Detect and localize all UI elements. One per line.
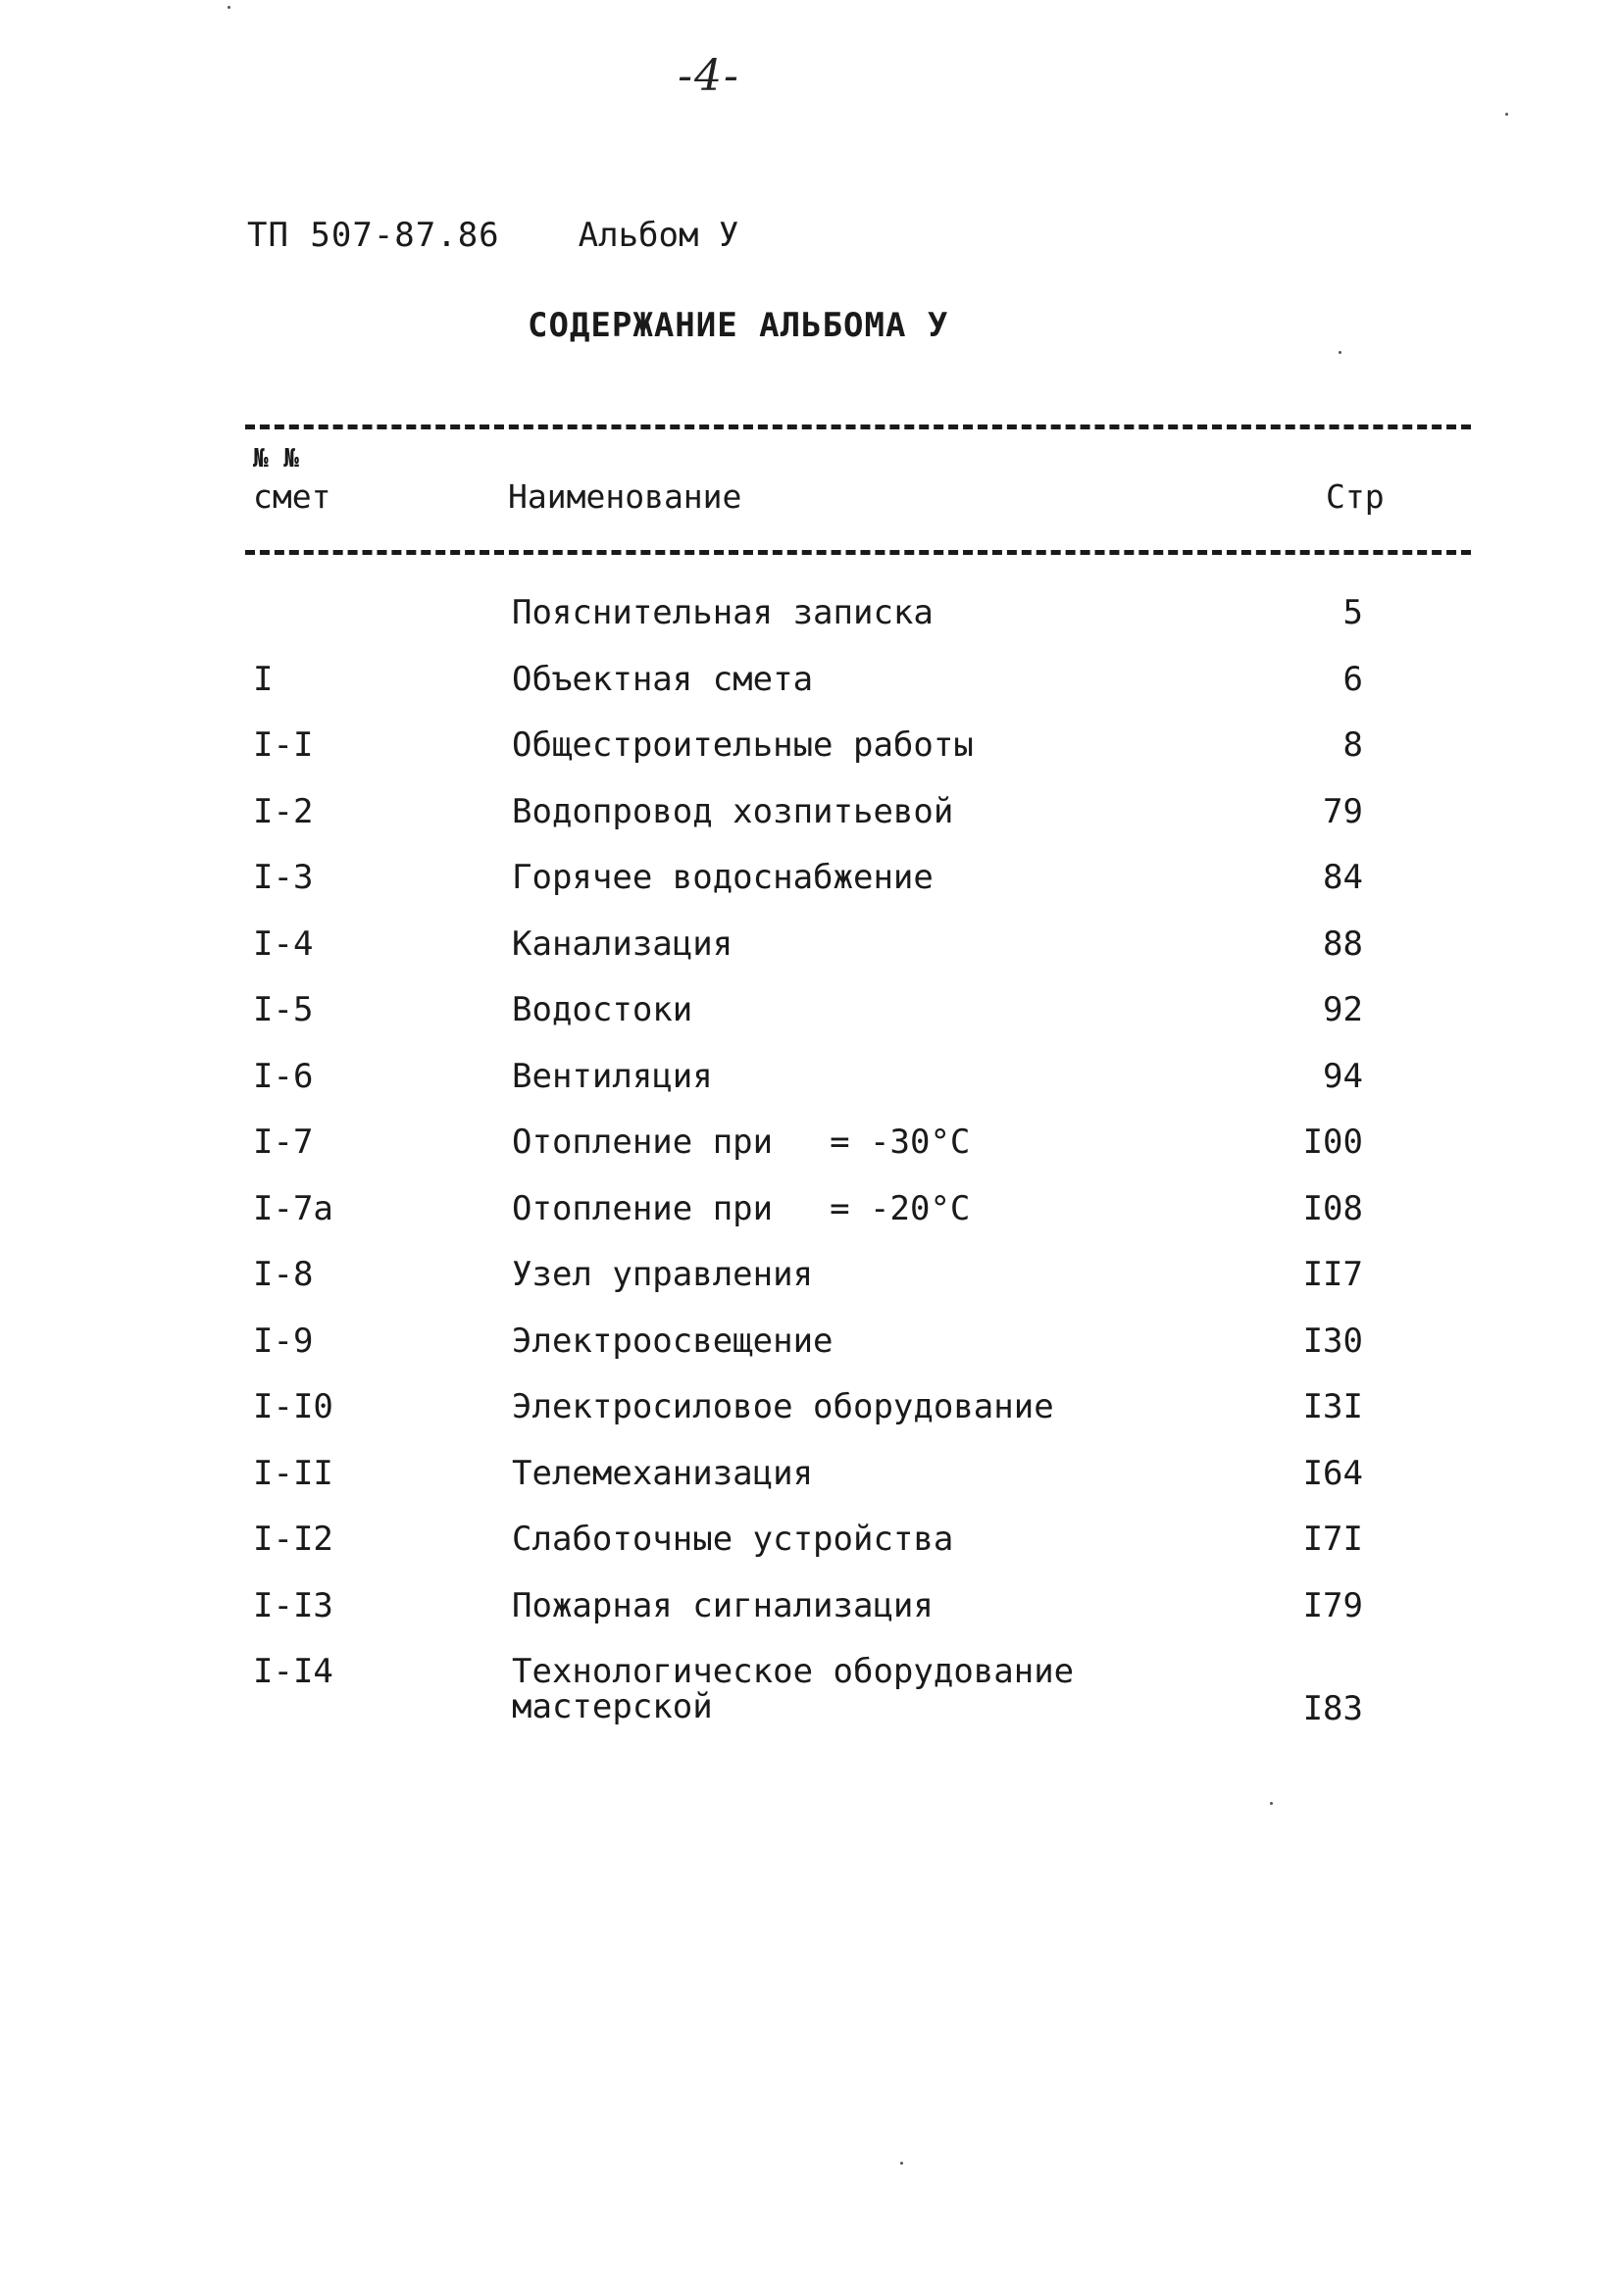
table-row [0, 1324, 1618, 1391]
row-estimate-number: I-5 [253, 990, 314, 1029]
row-estimate-number: I-II [253, 1454, 333, 1493]
scan-speck [228, 6, 230, 9]
row-name [512, 1586, 934, 1625]
table-row [0, 1057, 1618, 1126]
column-header-page: Стр [1326, 477, 1385, 516]
row-name-text: Телемеханизация [512, 1454, 814, 1493]
row-estimate-number: I-I3 [253, 1586, 333, 1625]
row-estimate-number: I-I4 [253, 1652, 333, 1691]
row-page-number: I00 [1302, 1123, 1363, 1162]
row-name [512, 1454, 814, 1493]
row-name [512, 1522, 953, 1558]
row-estimate-number: I-2 [253, 792, 314, 831]
row-name-text: Электроосвещение [512, 1322, 834, 1361]
row-temperature-note: = -30°C [830, 1123, 971, 1162]
row-name [512, 725, 974, 765]
row-estimate-number: I-I0 [253, 1387, 333, 1426]
row-name [512, 990, 693, 1029]
row-name [512, 1057, 713, 1096]
row-name [512, 593, 934, 632]
row-name [512, 1125, 970, 1161]
row-page-number: 88 [1323, 924, 1363, 964]
row-page-number: I83 [1302, 1689, 1363, 1728]
row-name [512, 660, 814, 699]
row-name [512, 858, 934, 897]
row-name-text: Общестроительные работы [512, 725, 974, 765]
table-row [0, 858, 1618, 927]
row-name [512, 1652, 1075, 1726]
table-row [0, 1189, 1618, 1259]
row-estimate-number: I-8 [253, 1255, 314, 1294]
row-temperature-note: = -20°C [830, 1189, 971, 1228]
row-page-number: 5 [1342, 593, 1363, 632]
table-top-divider [245, 424, 1471, 429]
row-name-text: Отопление при [512, 1123, 774, 1162]
column-header-name: Наименование [508, 477, 742, 516]
row-estimate-number: I-7 [253, 1123, 314, 1162]
row-name-text: Водопровод хозпитьевой [512, 792, 954, 831]
row-page-number: II7 [1302, 1255, 1363, 1294]
table-header-divider [245, 550, 1471, 555]
table-row [0, 660, 1618, 729]
row-name [512, 792, 954, 831]
row-name-text: Объектная смета [512, 660, 814, 699]
table-row [0, 1652, 1618, 1728]
row-page-number: I64 [1302, 1454, 1363, 1493]
scan-speck [1270, 1802, 1273, 1805]
table-row [0, 1255, 1618, 1324]
row-name [512, 924, 733, 964]
row-name [512, 1324, 834, 1360]
row-page-number: 6 [1342, 660, 1363, 699]
table-row [0, 1125, 1618, 1192]
table-row [0, 1454, 1618, 1523]
table-row [0, 792, 1618, 862]
document-header [247, 216, 738, 255]
row-name-text: Узел управления [512, 1255, 814, 1294]
row-name-text: Канализация [512, 924, 733, 964]
table-row [0, 593, 1618, 663]
album-label: Альбом У [578, 216, 739, 255]
page-number: -4- [678, 51, 740, 101]
document-code: ТП 507-87.86 [247, 216, 500, 255]
table-row [0, 990, 1618, 1060]
row-page-number: I7I [1302, 1520, 1363, 1559]
table-row [0, 1387, 1618, 1457]
row-name [512, 1189, 971, 1228]
row-estimate-number: I-3 [253, 858, 314, 897]
row-estimate-number: I-4 [253, 924, 314, 964]
row-name-text: Отопление при [512, 1189, 774, 1228]
row-estimate-number: I-I2 [253, 1520, 333, 1559]
row-page-number: I30 [1302, 1322, 1363, 1361]
row-page-number: 92 [1323, 990, 1363, 1029]
row-name [512, 1255, 814, 1294]
row-page-number: I3I [1302, 1387, 1363, 1426]
page-title: СОДЕРЖАНИЕ АЛЬБОМА У [528, 306, 949, 345]
table-row [0, 1586, 1618, 1656]
row-page-number: I08 [1302, 1189, 1363, 1228]
row-estimate-number: I [253, 660, 274, 699]
row-name [512, 1387, 1054, 1426]
row-name-text: Слаботочные устройства [512, 1520, 954, 1559]
row-page-number: I79 [1302, 1586, 1363, 1625]
row-name-text: Горячее водоснабжение [512, 858, 934, 897]
column-header-number-symbol: № № [253, 444, 299, 474]
row-estimate-number: I-I [253, 725, 314, 765]
table-row [0, 1522, 1618, 1589]
scan-speck [1339, 351, 1341, 354]
scan-speck [1505, 113, 1508, 116]
row-name-text: Пояснительная записка [512, 593, 934, 632]
row-name-text: Водостоки [512, 990, 693, 1029]
row-name-text: Вентиляция [512, 1057, 713, 1096]
row-estimate-number: I-6 [253, 1057, 314, 1096]
row-name-text: Технологическое оборудование [512, 1652, 1075, 1691]
row-name-continuation: мастерской [512, 1686, 713, 1726]
table-row [0, 725, 1618, 795]
scan-speck [900, 2162, 903, 2165]
row-page-number: 84 [1323, 858, 1363, 897]
row-estimate-number: I-7a [253, 1189, 333, 1228]
row-page-number: 8 [1342, 725, 1363, 765]
row-name-text: Электросиловое оборудование [512, 1387, 1054, 1426]
row-page-number: 79 [1323, 792, 1363, 831]
row-page-number: 94 [1323, 1057, 1363, 1096]
row-estimate-number: I-9 [253, 1322, 314, 1361]
column-header-number: смет [253, 477, 331, 516]
table-row [0, 924, 1618, 994]
row-name-text: Пожарная сигнализация [512, 1586, 934, 1625]
